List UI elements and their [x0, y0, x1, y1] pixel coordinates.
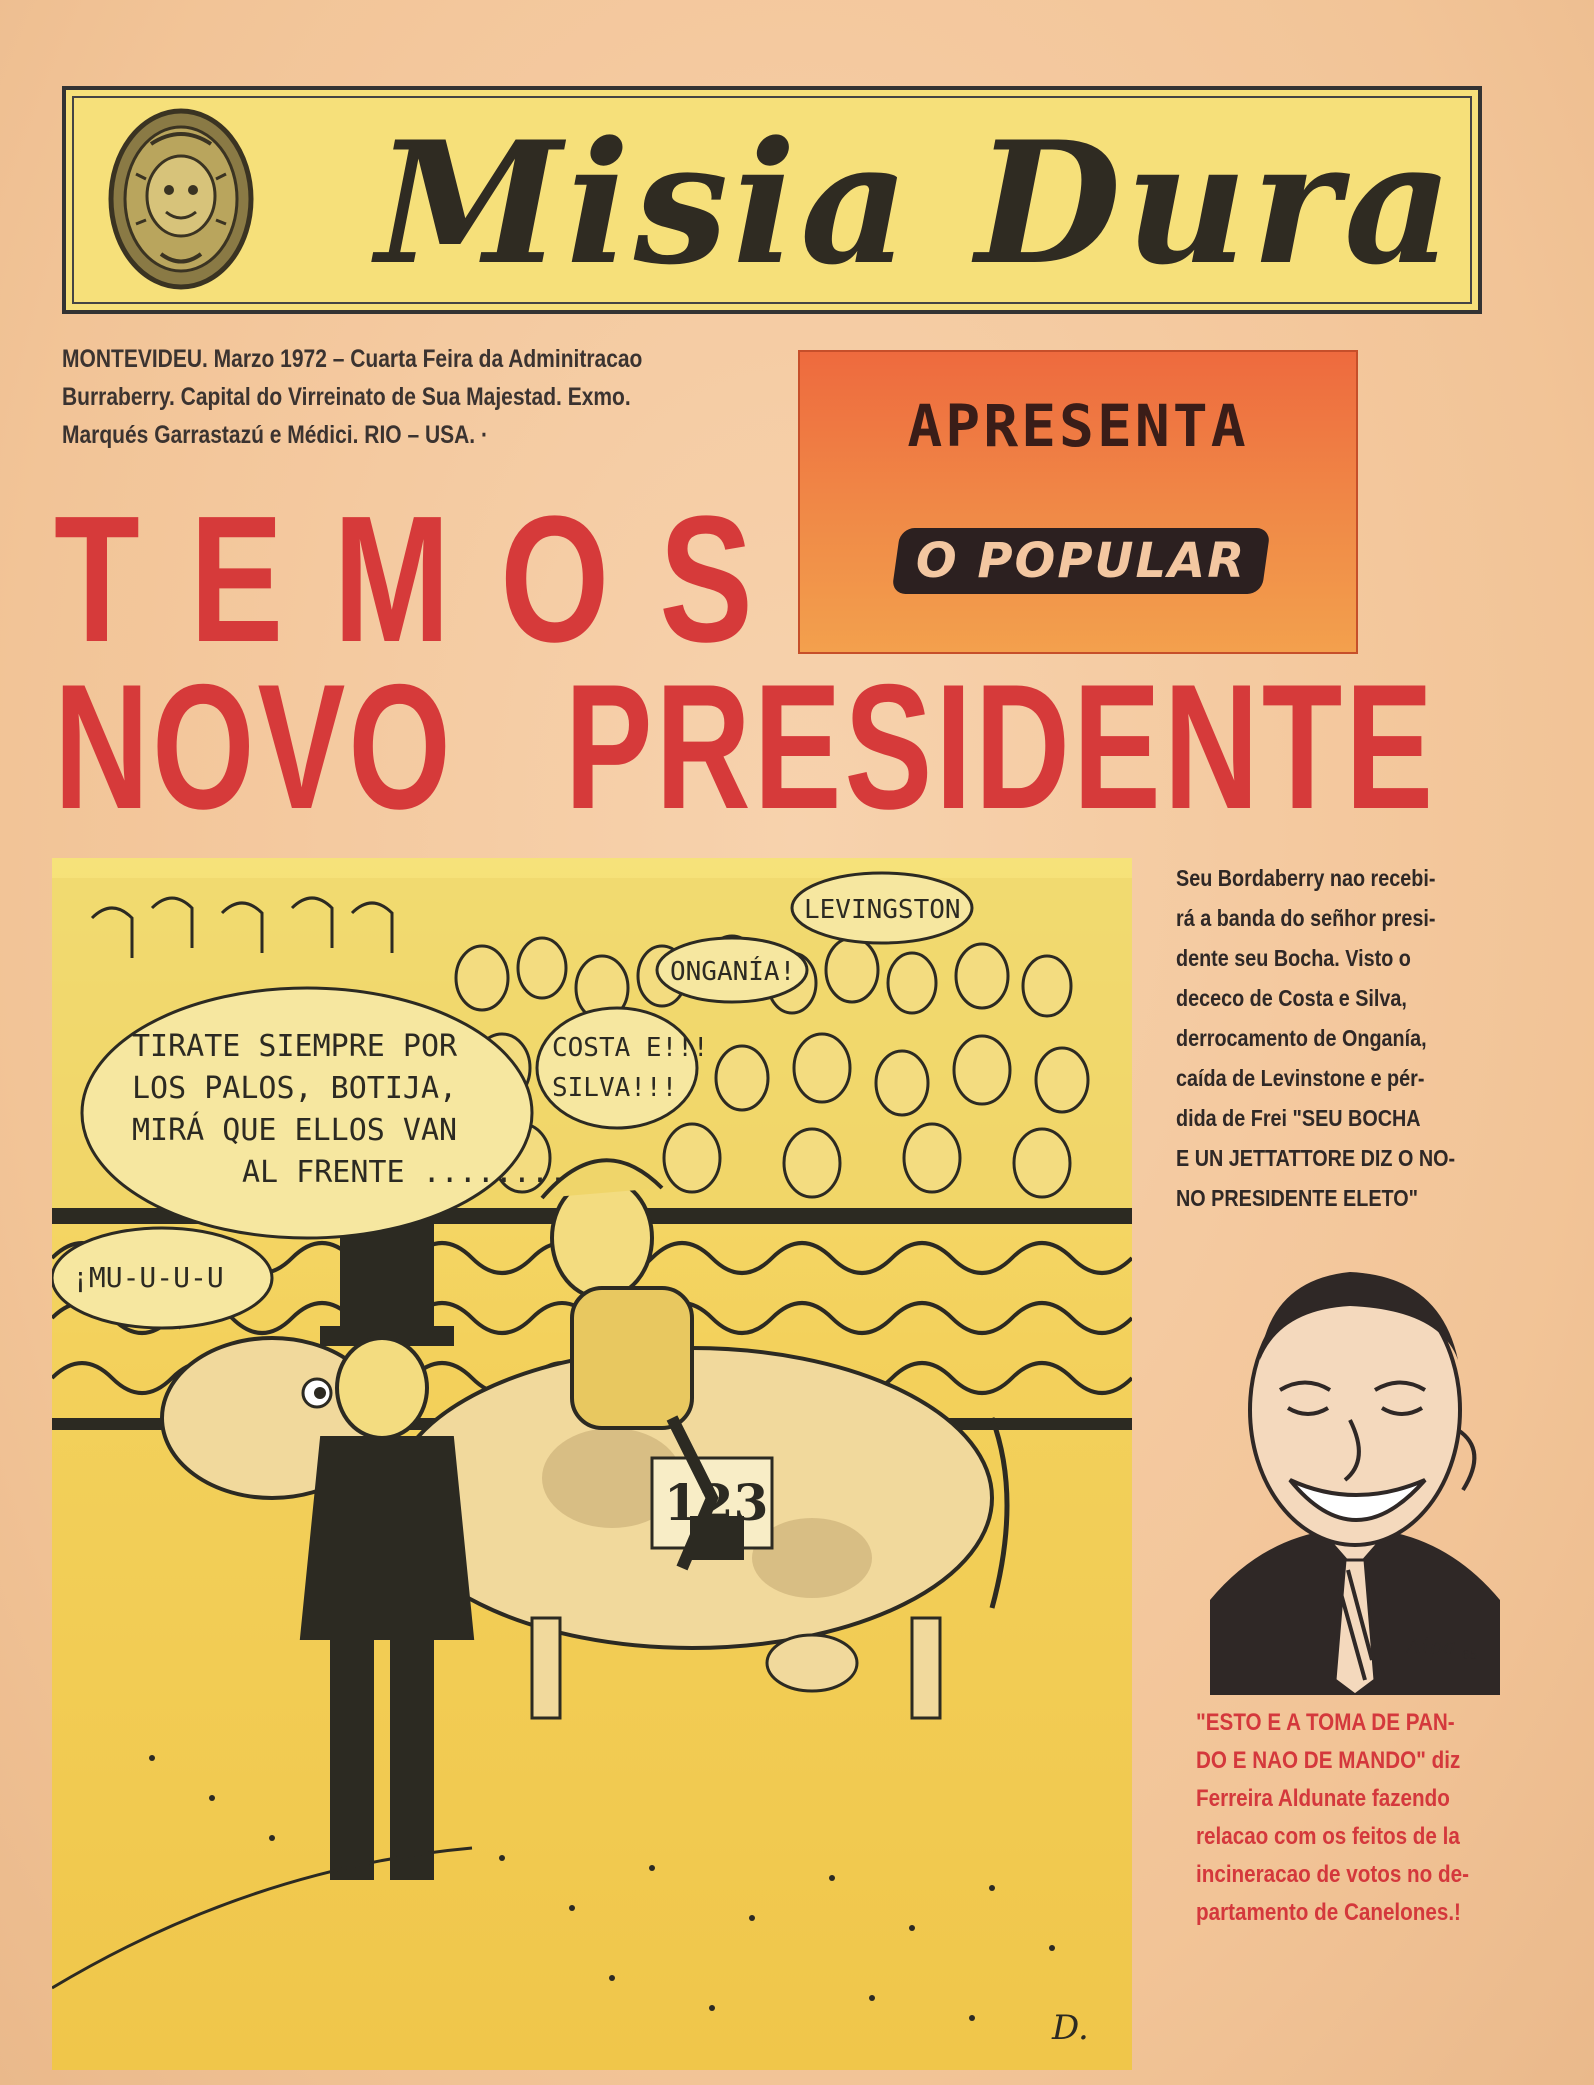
cartoon-illustration	[52, 858, 1132, 2070]
dateline-line: Burraberry. Capital do Virreinato de Sua Majestad. Exmo.	[62, 383, 631, 411]
portrait-drawing	[1200, 1240, 1510, 1695]
headline-line-1: TEMOS	[54, 479, 803, 680]
ground-texture	[149, 1755, 1055, 2021]
bubble-line: LOS PALOS, BOTIJA,	[132, 1071, 458, 1106]
headline-word-novo: NOVO	[54, 647, 454, 846]
bubble-line: TIRATE SIEMPRE POR	[132, 1029, 458, 1064]
caricature-portrait	[1200, 1240, 1510, 1695]
dateline-line: MONTEVIDEU. Marzo 1972 – Cuarta Feira da Adminitracao	[62, 345, 643, 373]
promo-pill-label: O POPULAR	[915, 533, 1247, 589]
portrait-signature: Aipa	[1406, 1635, 1457, 1660]
dateline	[62, 340, 768, 454]
number-tag: 123	[664, 1473, 769, 1532]
bubble-line: AL FRENTE ........	[242, 1155, 568, 1190]
speech-bubble-levingston: LEVINGSTON	[804, 895, 961, 925]
quote-line: Ferreira Aldunate fazendo	[1196, 1785, 1450, 1812]
cartoonist-signature: D.	[1052, 2008, 1089, 2048]
masthead-title: Misia Dura	[376, 104, 1457, 302]
quote-line: relacao com os feitos de la	[1196, 1823, 1460, 1850]
promo-pill	[891, 528, 1270, 594]
man-in-top-hat	[302, 1218, 472, 1878]
column-line: E UN JETTATTORE DIZ O NO-	[1176, 1145, 1456, 1171]
apresenta-promo-box	[798, 350, 1358, 654]
bubble-line: COSTA E!!!	[552, 1033, 709, 1063]
column-line: derrocamento de Onganía,	[1176, 1025, 1427, 1051]
speech-bubble-ongania: ONGANÍA!	[670, 957, 796, 987]
quote-line: DO E NAO DE MANDO" diz	[1196, 1747, 1461, 1774]
column-line: dente seu Bocha. Visto o	[1176, 945, 1411, 971]
speech-bubble-mu: ¡MU-U-U-U	[72, 1261, 224, 1294]
column-line: caída de Levinstone e pér-	[1176, 1065, 1425, 1091]
quote-line: partamento de Canelones.!	[1196, 1899, 1461, 1926]
column-line: NO PRESIDENTE ELETO"	[1176, 1185, 1419, 1211]
dateline-line: Marqués Garrastazú e Médici. RIO – USA. ·	[62, 421, 488, 449]
red-quote-text	[1196, 1704, 1488, 1932]
column-line: dececo de Costa e Silva,	[1176, 985, 1407, 1011]
headline-line-2	[54, 647, 1534, 846]
quote-line: "ESTO E A TOMA DE PAN-	[1196, 1709, 1455, 1736]
headline-word-presidente: PRESIDENTE	[564, 647, 1437, 846]
quote-line: incineracao de votos no de-	[1196, 1861, 1469, 1888]
bubble-line: MIRÁ QUE ELLOS VAN	[132, 1113, 458, 1148]
column-line: rá a banda do señhor presi-	[1176, 905, 1436, 931]
column-line: Seu Bordaberry nao recebi-	[1176, 865, 1436, 891]
column-line: dida de Frei "SEU BOCHA	[1176, 1105, 1421, 1131]
portrait-year: 65	[1462, 1648, 1478, 1662]
promo-apresenta: APRESENTA	[907, 392, 1249, 460]
bubble-line: SILVA!!!	[552, 1073, 678, 1103]
speech-bubble-main	[132, 1026, 567, 1194]
side-column-text	[1176, 858, 1486, 1218]
speech-bubble-costa	[552, 1028, 709, 1108]
seal-emblem-icon	[106, 104, 256, 294]
masthead	[62, 86, 1482, 314]
